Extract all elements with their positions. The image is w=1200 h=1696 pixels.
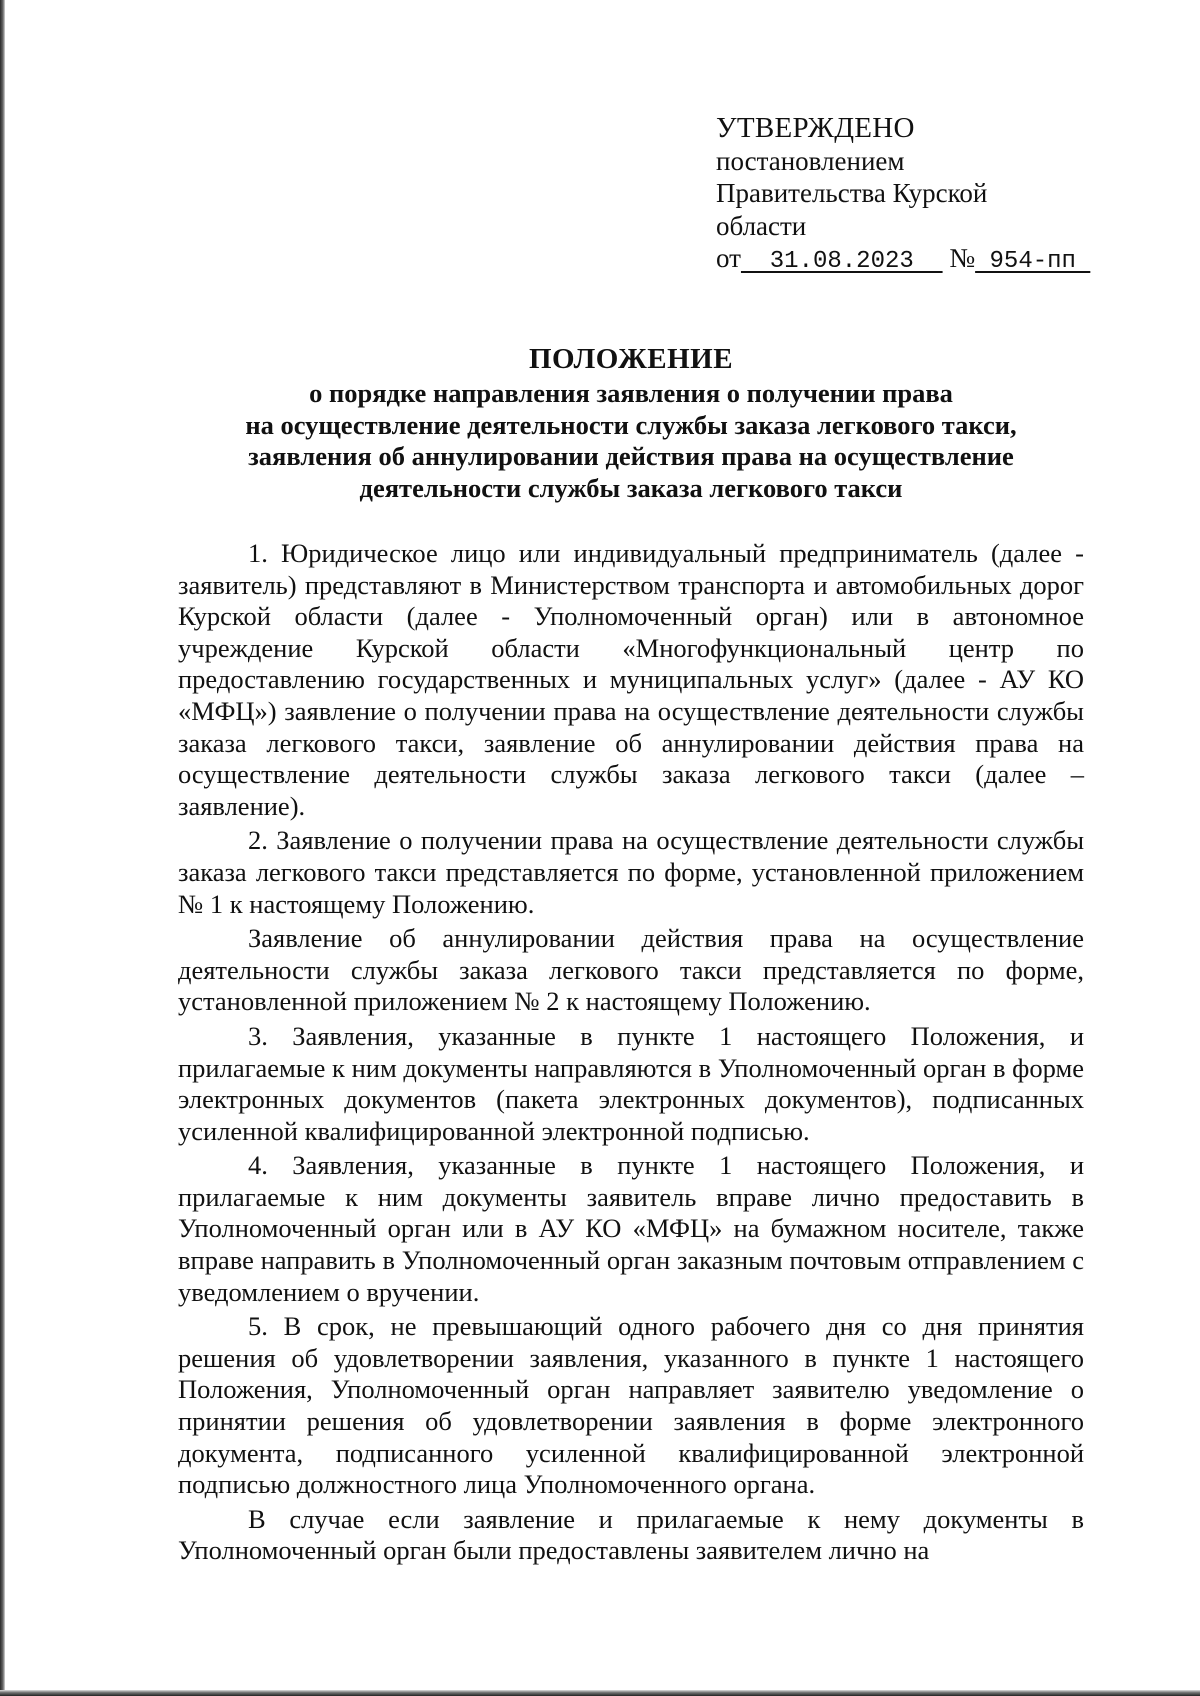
paragraph-2-continued: Заявление об аннулировании действия права на осуществление деятельности службы заказа легкового такси представляется по форме, установленной приложением № 2 к настоящему Положению. [178, 923, 1084, 1017]
scan-edge-left [0, 0, 5, 1696]
number-sign: № [949, 243, 976, 273]
document-title-block [176, 340, 1086, 504]
paragraph-3: 3. Заявления, указанные в пункте 1 настоящего Положения, и прилагаемые к ним документы направляются в Уполномоченный орган в форме электронных документов (пакета электронных документов), подписанных усиленной квалифицированной электронной подписью. [178, 1020, 1084, 1146]
approval-line-1: постановлением [716, 145, 905, 176]
date-value: 31.08.2023 [740, 248, 943, 275]
document-title: ПОЛОЖЕНИЕ [528, 343, 734, 375]
scan-edge-bottom [0, 1690, 1200, 1696]
document-body [178, 538, 1084, 1570]
document-subtitle-line-4: деятельности службы заказа легкового такси [359, 472, 903, 503]
paragraph-4: 4. Заявления, указанные в пункте 1 настоящего Положения, и прилагаемые к ним документы заявитель вправе лично предоставить в Уполномоченный орган или в АУ КО «МФЦ» на бумажном носителе, также вправе направить в Уполномоченный орган заказным почтовым отправлением с уведомлением о вручении. [178, 1150, 1084, 1307]
approval-date-line [716, 242, 1136, 279]
document-subtitle-line-3: заявления об аннулировании действия права на осуществление [248, 441, 1014, 471]
paragraph-2: 2. Заявление о получении права на осуществление деятельности службы заказа легкового такси представляется по форме, установленной приложением № 1 к настоящему Положению. [178, 825, 1084, 919]
approval-stamp-block [716, 112, 1136, 279]
paragraph-5: 5. В срок, не превышающий одного рабочего дня со дня принятия решения об удовлетворении заявления, указанного в пункте 1 настоящего Положения, Уполномоченный орган направляет заявителю уведомление о принятии решения об удовлетворении заявления в форме электронного документа, подписанного усиленной квалифицированной электронной подписью должностного лица Уполномоченного органа. [178, 1311, 1084, 1500]
approval-line-3: области [716, 210, 807, 241]
document-subtitle-line-1: о порядке направления заявления о получении права [309, 378, 953, 408]
paragraph-1: 1. Юридическое лицо или индивидуальный предприниматель (далее - заявитель) представляют в Министерством транспорта и автомобильных дорог Курской области (далее - Уполномоченный орган) или в автономное учреждение Курской области «Многофункциональный центр по предоставлению государственных и муниципальных услуг» (далее - АУ КО «МФЦ») заявление о получении права на осуществление деятельности службы заказа легкового такси, заявление об аннулировании действия права на осуществление деятельности службы заказа легкового такси (далее – заявление). [178, 538, 1084, 821]
paragraph-5-continued: В случае если заявление и прилагаемые к нему документы в Уполномоченный орган были предоставлены заявителем лично на [178, 1503, 1084, 1566]
number-value: 954-пп [975, 248, 1091, 275]
date-prefix: от [716, 243, 741, 273]
document-subtitle-line-2: на осуществление деятельности службы заказа легкового такси, [245, 409, 1017, 440]
approval-line-2: Правительства Курской [716, 178, 988, 208]
approval-heading: УТВЕРЖДЕНО [716, 112, 915, 144]
